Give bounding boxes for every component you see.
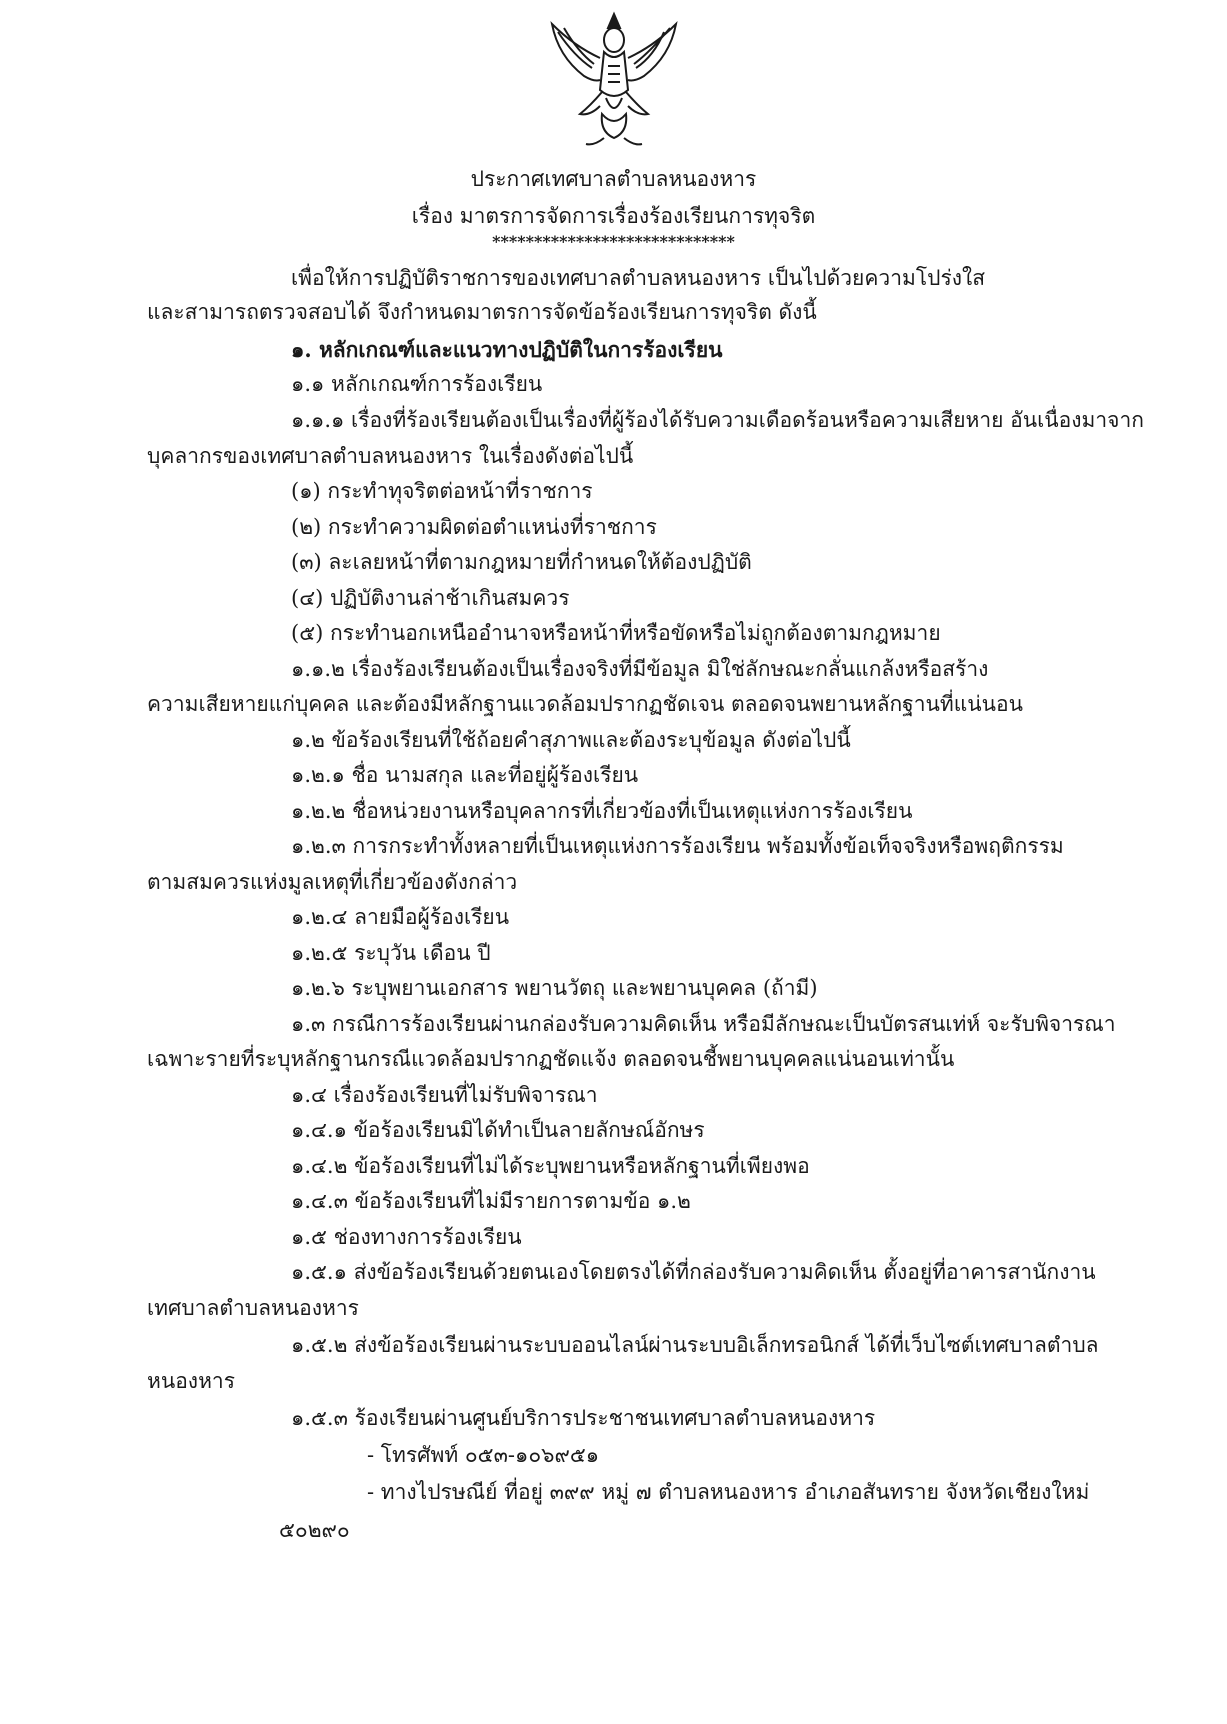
clause-1-2-3-line-1: ๑.๒.๓ การกระทำทั้งหลายที่เป็นเหตุแห่งการร้องเรียน พร้อมทั้งข้อเท็จจริงหรือพฤติกรรม xyxy=(291,834,1064,858)
document-title: ประกาศเทศบาลตำบลหนองหาร xyxy=(470,167,757,191)
list-item: (๓) ละเลยหน้าที่ตามกฎหมายที่กำหนดให้ต้องปฏิบัติ xyxy=(291,550,752,574)
clause-1-1-1-line-1: ๑.๑.๑ เรื่องที่ร้องเรียนต้องเป็นเรื่องที่ผู้ร้องได้รับความเดือดร้อนหรือความเสียหาย อันเนื่องมาจาก xyxy=(291,408,1144,432)
clause-1-2-4: ๑.๒.๔ ลายมือผู้ร้องเรียน xyxy=(291,905,510,929)
intro-line-1: เพื่อให้การปฏิบัติราชการของเทศบาลตำบลหนองหาร เป็นไปด้วยความโปร่งใส xyxy=(291,266,986,290)
clause-1-3-line-1: ๑.๓ กรณีการร้องเรียนผ่านกล่องรับความคิดเห็น หรือมีลักษณะเป็นบัตรสนเท่ห์ จะรับพิจารณา xyxy=(291,1012,1116,1036)
clause-1-4-2: ๑.๔.๒ ข้อร้องเรียนที่ไม่ได้ระบุพยานหรือหลักฐานที่เพียงพอ xyxy=(291,1154,810,1178)
contact-postcode: ๕๐๒๙๐ xyxy=(279,1518,350,1542)
list-item: (๕) กระทำนอกเหนืออำนาจหรือหน้าที่หรือขัดหรือไม่ถูกต้องตามกฎหมาย xyxy=(291,621,941,645)
document-subject: เรื่อง มาตรการจัดการเรื่องร้องเรียนการทุจริต xyxy=(411,204,816,228)
list-item: (๔) ปฏิบัติงานล่าช้าเกินสมควร xyxy=(291,586,570,610)
clause-1-5-1-line-2: เทศบาลตำบลหนองหาร xyxy=(147,1296,359,1320)
clause-1-5-2-line-1: ๑.๕.๒ ส่งข้อร้องเรียนผ่านระบบออนไลน์ผ่านระบบอิเล็กทรอนิกส์ ได้ที่เว็บไซต์เทศบาลตำบล xyxy=(291,1333,1099,1357)
clause-1-4-1: ๑.๔.๑ ข้อร้องเรียนมิได้ทำเป็นลายลักษณ์อักษร xyxy=(291,1118,705,1142)
clause-1-1-2-line-1: ๑.๑.๒ เรื่องร้องเรียนต้องเป็นเรื่องจริงที่มีข้อมูล มิใช่ลักษณะกลั่นแกล้งหรือสร้าง xyxy=(291,657,989,681)
garuda-emblem-icon xyxy=(544,6,684,156)
intro-line-2: และสามารถตรวจสอบได้ จึงกำหนดมาตรการจัดข้อร้องเรียนการทุจริต ดังนี้ xyxy=(147,300,817,324)
clause-1-5: ๑.๕ ช่องทางการร้องเรียน xyxy=(291,1225,522,1249)
clause-1-2-6: ๑.๒.๖ ระบุพยานเอกสาร พยานวัตถุ และพยานบุคคล (ถ้ามี) xyxy=(291,976,818,1000)
clause-1-2: ๑.๒ ข้อร้องเรียนที่ใช้ถ้อยคำสุภาพและต้องระบุข้อมูล ดังต่อไปนี้ xyxy=(291,728,851,752)
section-heading: ๑. หลักเกณฑ์และแนวทางปฏิบัติในการร้องเรียน xyxy=(291,337,723,362)
clause-1-5-1-line-1: ๑.๕.๑ ส่งข้อร้องเรียนด้วยตนเองโดยตรงได้ที่กล่องรับความคิดเห็น ตั้งอยู่ที่อาคารสานักงาน xyxy=(291,1260,1096,1284)
contact-phone: - โทรศัพท์ ๐๕๓-๑๐๖๙๕๑ xyxy=(367,1443,600,1467)
clause-1-1-1-line-2: บุคลากรของเทศบาลตำบลหนองหาร ในเรื่องดังต่อไปนี้ xyxy=(147,444,634,468)
clause-1-4: ๑.๔ เรื่องร้องเรียนที่ไม่รับพิจารณา xyxy=(291,1083,598,1107)
clause-1-2-5: ๑.๒.๕ ระบุวัน เดือน ปี xyxy=(291,941,491,965)
clause-1-5-3: ๑.๕.๓ ร้องเรียนผ่านศูนย์บริการประชาชนเทศบาลตำบลหนองหาร xyxy=(291,1406,876,1430)
clause-1-4-3: ๑.๔.๓ ข้อร้องเรียนที่ไม่มีรายการตามข้อ ๑.๒ xyxy=(291,1189,691,1213)
clause-1-1: ๑.๑ หลักเกณฑ์การร้องเรียน xyxy=(291,372,543,396)
clause-1-5-2-line-2: หนองหาร xyxy=(147,1369,235,1393)
clause-1-3-line-2: เฉพาะรายที่ระบุหลักฐานกรณีแวดล้อมปรากฏชัดแจ้ง ตลอดจนชี้พยานบุคคลแน่นอนเท่านั้น xyxy=(147,1047,955,1071)
list-item: (๑) กระทำทุจริตต่อหน้าที่ราชการ xyxy=(291,479,593,503)
title-separator: ***************************** xyxy=(492,232,735,251)
clause-1-2-1: ๑.๒.๑ ชื่อ นามสกุล และที่อยู่ผู้ร้องเรียน xyxy=(291,763,639,787)
contact-post: - ทางไปรษณีย์ ที่อยู่ ๓๙๙ หมู่ ๗ ตำบลหนองหาร อำเภอสันทราย จังหวัดเชียงใหม่ xyxy=(367,1480,1090,1504)
clause-1-2-2: ๑.๒.๒ ชื่อหน่วยงานหรือบุคลากรที่เกี่ยวข้องที่เป็นเหตุแห่งการร้องเรียน xyxy=(291,799,913,823)
clause-1-1-2-line-2: ความเสียหายแก่บุคคล และต้องมีหลักฐานแวดล้อมปรากฏชัดเจน ตลอดจนพยานหลักฐานที่แน่นอน xyxy=(147,692,1023,716)
clause-1-2-3-line-2: ตามสมควรแห่งมูลเหตุที่เกี่ยวข้องดังกล่าว xyxy=(147,870,518,894)
list-item: (๒) กระทำความผิดต่อตำแหน่งที่ราชการ xyxy=(291,515,657,539)
